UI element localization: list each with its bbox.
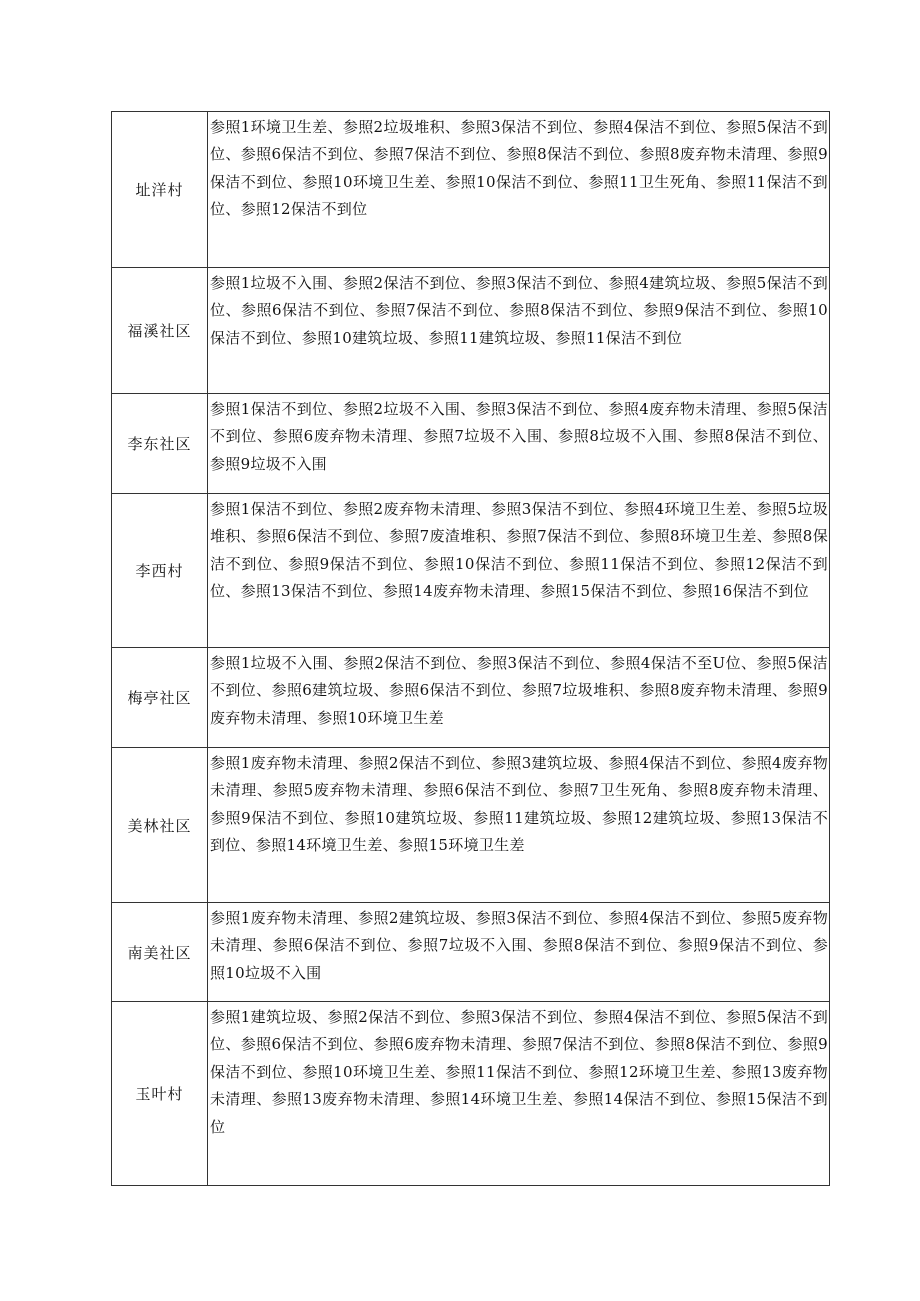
table-row xyxy=(112,1002,830,1186)
community-name: 李西村 xyxy=(112,494,208,648)
community-name: 梅亭社区 xyxy=(112,648,208,748)
issue-list: 参照1环境卫生差、参照2垃圾堆积、参照3保洁不到位、参照4保洁不到位、参照5保洁不到位、参照6保洁不到位、参照7保洁不到位、参照8保洁不到位、参照8废弃物未清理、参照9保洁不到位、参照10环境卫生差、参照10保洁不到位、参照11卫生死角、参照11保洁不到位、参照12保洁不到位 xyxy=(208,112,830,268)
table-row xyxy=(112,648,830,748)
community-name: 南美社区 xyxy=(112,903,208,1002)
issue-list: 参照1建筑垃圾、参照2保洁不到位、参照3保洁不到位、参照4保洁不到位、参照5保洁不到位、参照6保洁不到位、参照6废弃物未清理、参照7保洁不到位、参照8保洁不到位、参照9保洁不到位、参照10环境卫生差、参照11保洁不到位、参照12环境卫生差、参照13废弃物未清理、参照13废弃物未清理、参照14环境卫生差、参照14保洁不到位、参照15保洁不到位 xyxy=(208,1002,830,1186)
community-name: 福溪社区 xyxy=(112,268,208,394)
issue-list: 参照1保洁不到位、参照2废弃物未清理、参照3保洁不到位、参照4环境卫生差、参照5垃圾堆积、参照6保洁不到位、参照7废渣堆积、参照7保洁不到位、参照8环境卫生差、参照8保洁不到位、参照9保洁不到位、参照10保洁不到位、参照11保洁不到位、参照12保洁不到位、参照13保洁不到位、参照14废弃物未清理、参照15保洁不到位、参照16保洁不到位 xyxy=(208,494,830,648)
issue-list: 参照1垃圾不入围、参照2保洁不到位、参照3保洁不到位、参照4建筑垃圾、参照5保洁不到位、参照6保洁不到位、参照7保洁不到位、参照8保洁不到位、参照9保洁不到位、参照10保洁不到位、参照10建筑垃圾、参照11建筑垃圾、参照11保洁不到位 xyxy=(208,268,830,394)
inspection-table xyxy=(111,111,830,1186)
community-name: 玉叶村 xyxy=(112,1002,208,1186)
table-row xyxy=(112,748,830,903)
issue-list: 参照1废弃物未清理、参照2建筑垃圾、参照3保洁不到位、参照4保洁不到位、参照5废弃物未清理、参照6保洁不到位、参照7垃圾不入围、参照8保洁不到位、参照9保洁不到位、参照10垃圾不入围 xyxy=(208,903,830,1002)
table-row xyxy=(112,494,830,648)
community-name: 李东社区 xyxy=(112,394,208,494)
table-row xyxy=(112,268,830,394)
issue-list: 参照1废弃物未清理、参照2保洁不到位、参照3建筑垃圾、参照4保洁不到位、参照4废弃物未清理、参照5废弃物未清理、参照6保洁不到位、参照7卫生死角、参照8废弃物未清理、参照9保洁不到位、参照10建筑垃圾、参照11建筑垃圾、参照12建筑垃圾、参照13保洁不到位、参照14环境卫生差、参照15环境卫生差 xyxy=(208,748,830,903)
table-row xyxy=(112,112,830,268)
issue-list: 参照1保洁不到位、参照2垃圾不入围、参照3保洁不到位、参照4废弃物未清理、参照5保洁不到位、参照6废弃物未清理、参照7垃圾不入围、参照8垃圾不入围、参照8保洁不到位、参照9垃圾不入围 xyxy=(208,394,830,494)
issue-list: 参照1垃圾不入围、参照2保洁不到位、参照3保洁不到位、参照4保洁不至U位、参照5保洁不到位、参照6建筑垃圾、参照6保洁不到位、参照7垃圾堆积、参照8废弃物未清理、参照9废弃物未清理、参照10环境卫生差 xyxy=(208,648,830,748)
table-row xyxy=(112,903,830,1002)
community-name: 美林社区 xyxy=(112,748,208,903)
table-row xyxy=(112,394,830,494)
community-name: 址洋村 xyxy=(112,112,208,268)
